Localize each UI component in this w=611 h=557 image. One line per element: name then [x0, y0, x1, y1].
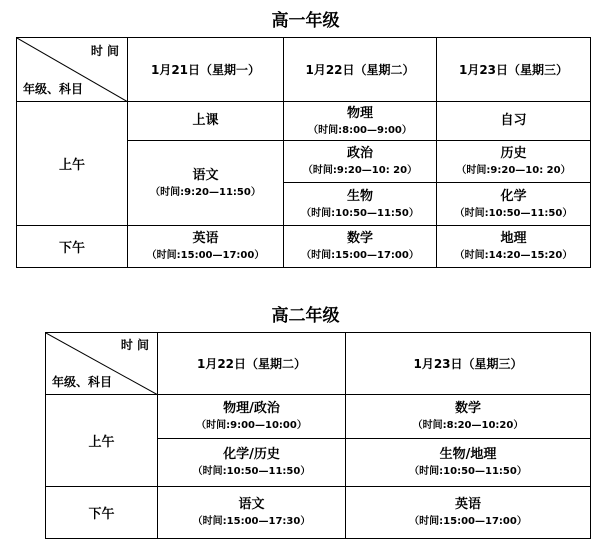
exam-time: （时间:9:20—11:50）: [150, 186, 261, 198]
exam-time: （时间:10:50—11:50）: [301, 207, 419, 219]
grade1-morning-label: 上午: [17, 102, 128, 226]
grade2-title: 高二年级: [271, 306, 340, 326]
subject-name: 数学: [454, 401, 481, 416]
grade2-day2-am-slot1: [346, 395, 591, 439]
grade1-day2-am-slot1: [284, 102, 437, 141]
exam-time: （时间:10:50—11:50）: [192, 466, 311, 477]
exam-time: （时间:9:00—10:00）: [196, 420, 307, 431]
subject-name: 语文: [238, 497, 265, 512]
exam-time: （时间:14:20—15:20）: [454, 250, 573, 261]
grade1-day1-pm-slot: [128, 226, 284, 268]
exam-time: （时间:8:00—9:00）: [308, 124, 412, 136]
grade2-morning-label: 上午: [46, 395, 158, 487]
grade1-day-header: 1月21日（星期一）: [128, 38, 284, 102]
grade2-schedule-table: [45, 332, 591, 539]
grade1-title: 高一年级: [271, 11, 340, 31]
corner-time-label: 时 间: [90, 44, 119, 58]
grade1-day2-am-slot2: [284, 141, 437, 183]
exam-time: （时间:15:00—17:00）: [301, 250, 419, 261]
grade1-day1-am-slot1: [128, 102, 284, 141]
exam-time: （时间:10:50—11:50）: [409, 466, 527, 477]
grade2-day-header: 1月23日（星期三）: [346, 333, 591, 395]
grade2-day2-am-slot2: [346, 439, 591, 487]
exam-time: （时间:9:20—10: 20）: [302, 165, 418, 176]
corner-time-label: 时 间: [120, 338, 149, 352]
corner-subject-label: 年级、科目: [52, 375, 113, 389]
exam-time: （时间:9:20—10: 20）: [456, 165, 571, 176]
grade2-afternoon-label: 下午: [46, 487, 158, 539]
subject-name: 化学: [500, 188, 527, 204]
grade1-corner-cell: [17, 38, 128, 102]
subject-name: 自习: [500, 113, 527, 128]
exam-time: （时间:8:20—10:20）: [412, 420, 524, 431]
subject-name: 生物: [346, 188, 373, 204]
grade1-day3-am-slot2: [437, 141, 591, 183]
grade2-day-header: 1月22日（星期二）: [158, 333, 346, 395]
grade2-day1-pm-slot: [158, 487, 346, 539]
exam-time: （时间:10:50—11:50）: [454, 207, 573, 219]
grade2-corner-cell: [46, 333, 158, 395]
grade1-day-header: 1月23日（星期三）: [437, 38, 591, 102]
exam-time: （时间:15:00—17:30）: [192, 516, 311, 527]
subject-name: 政治: [346, 146, 373, 161]
grade1-schedule-table: [16, 37, 591, 268]
exam-time: （时间:15:00—17:00）: [409, 516, 527, 527]
subject-name: 生物/地理: [439, 447, 497, 462]
subject-name: 上课: [192, 113, 219, 128]
subject-name: 物理: [346, 105, 373, 121]
subject-name: 英语: [454, 497, 481, 512]
subject-name: 化学/历史: [223, 447, 280, 462]
grade1-day2-pm-slot: [284, 226, 437, 268]
subject-name: 物理/政治: [223, 401, 280, 416]
grade1-day3-am-slot1: [437, 102, 591, 141]
subject-name: 地理: [500, 231, 527, 246]
corner-subject-label: 年级、科目: [23, 82, 84, 96]
grade1-afternoon-label: 下午: [17, 226, 128, 268]
exam-time: （时间:15:00—17:00）: [146, 250, 265, 261]
grade1-day3-am-slot3: [437, 183, 591, 226]
grade1-day-header: 1月22日（星期二）: [284, 38, 437, 102]
grade1-day3-pm-slot: [437, 226, 591, 268]
grade1-day2-am-slot3: [284, 183, 437, 226]
grade2-day2-pm-slot: [346, 487, 591, 539]
subject-name: 英语: [192, 231, 219, 246]
subject-name: 历史: [500, 146, 527, 161]
subject-name: 语文: [192, 167, 219, 183]
grade2-day1-am-slot2: [158, 439, 346, 487]
subject-name: 数学: [346, 231, 373, 246]
grade1-day1-am-slot2: [128, 141, 284, 226]
grade2-day1-am-slot1: [158, 395, 346, 439]
